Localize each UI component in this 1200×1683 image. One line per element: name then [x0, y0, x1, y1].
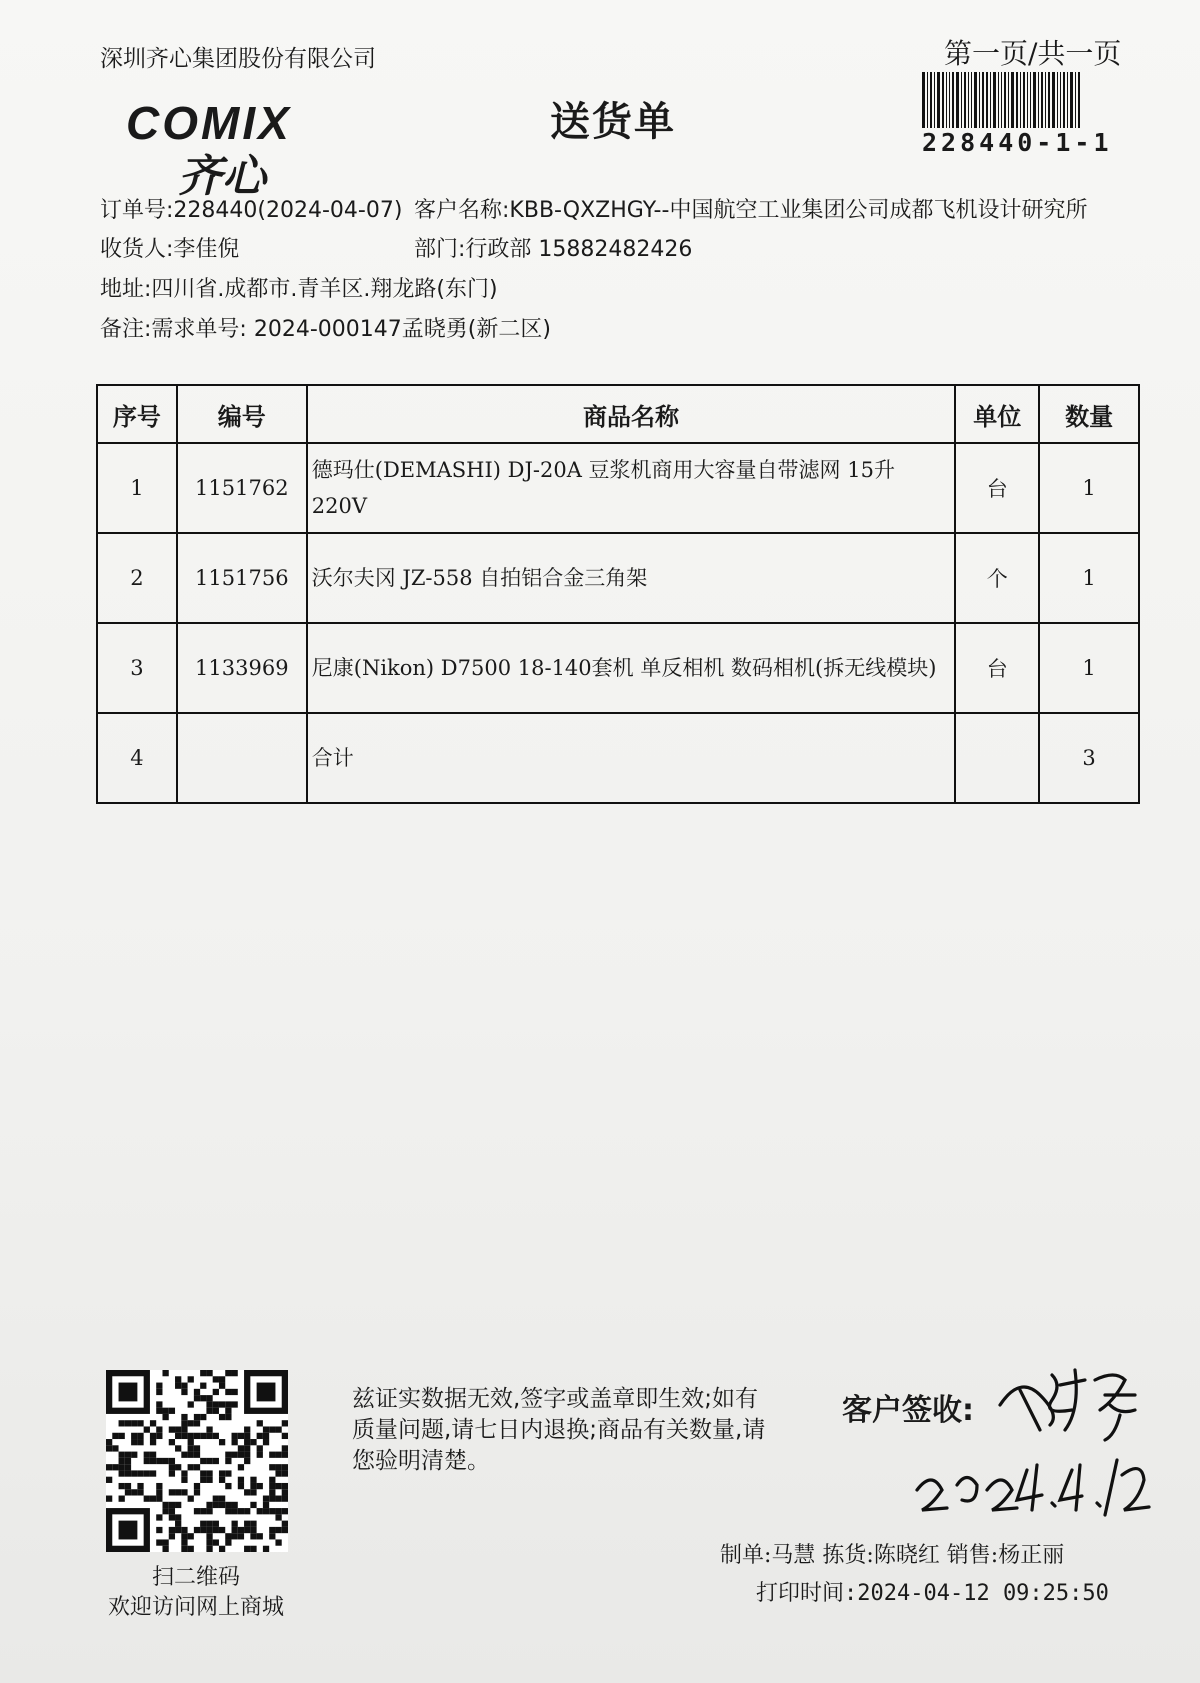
barcode-bar: [937, 72, 940, 128]
company-name: 深圳齐心集团股份有限公司: [100, 46, 376, 72]
note: [100, 312, 551, 343]
barcode-bar: [1078, 72, 1080, 128]
barcode-bar: [964, 72, 966, 128]
order-label: 订单号:: [100, 198, 174, 223]
qr-caption-shop: 欢迎访问网上商城: [107, 1595, 284, 1620]
cell-code: 1133969: [177, 623, 307, 713]
barcode-bar: [927, 72, 928, 128]
header-seq: 序号: [97, 385, 177, 443]
cell-name: 德玛仕(DEMASHI) DJ-20A 豆浆机商用大容量自带滤网 15升 220V: [307, 443, 956, 533]
cell-unit: [955, 713, 1039, 803]
barcode: [922, 72, 1136, 128]
comix-logo: [126, 96, 356, 202]
barcode-bar: [942, 72, 944, 128]
cell-code: [177, 713, 307, 803]
barcode-bar: [1057, 72, 1058, 128]
barcode-bar: [998, 72, 999, 128]
barcode-bar: [1075, 72, 1076, 128]
barcode-bar: [974, 72, 977, 128]
barcode-bar: [982, 72, 984, 128]
cell-qty: 1: [1039, 533, 1139, 623]
barcode-bar: [993, 72, 996, 128]
print-time: 打印时间:2024-04-12 09:25:50: [756, 1581, 1109, 1606]
department: [414, 232, 692, 263]
barcode-bar: [1045, 72, 1046, 128]
barcode-bar: [1023, 72, 1025, 128]
handwritten-signature: [990, 1355, 1150, 1445]
barcode-bar: [971, 72, 972, 128]
barcode-bar: [1001, 72, 1002, 128]
order-number: [100, 193, 402, 224]
notice-text: 兹证实数据无效,签字或盖章即生效;如有质量问题,请七日内退换;商品有关数量,请您验明清楚。: [352, 1386, 766, 1474]
cell-name: 尼康(Nikon) D7500 18-140套机 单反相机 数码相机(拆无线模块): [307, 623, 956, 713]
receiver-label: 收货人:: [100, 237, 174, 262]
document-title: 送货单: [550, 99, 676, 145]
barcode-bar: [1033, 72, 1036, 128]
dept-value: 行政部 15882482426: [465, 237, 693, 262]
barcode-bar: [990, 72, 991, 128]
cell-name: 合计: [307, 713, 956, 803]
barcode-bar: [1027, 72, 1028, 128]
barcode-bar: [934, 72, 935, 128]
barcode-bar: [1030, 72, 1031, 128]
logo-text-en: COMIX: [126, 97, 292, 149]
cell-seq: 4: [97, 713, 177, 803]
cell-name: 沃尔夫冈 JZ-558 自拍铝合金三角架: [307, 533, 956, 623]
address: [100, 272, 498, 303]
qr-code-graphic: [106, 1370, 288, 1552]
table-row: [97, 443, 1139, 533]
barcode-bar: [946, 72, 947, 128]
header-qty: 数量: [1039, 385, 1139, 443]
header-code: 编号: [177, 385, 307, 443]
address-value: 四川省.成都市.青羊区.翔龙路(东门): [151, 277, 498, 302]
barcode-bar: [1020, 72, 1021, 128]
barcode-bar: [1060, 72, 1061, 128]
barcode-bar: [952, 72, 954, 128]
barcode-bar: [986, 72, 988, 128]
barcode-bar: [979, 72, 980, 128]
cell-qty: 1: [1039, 443, 1139, 533]
cell-seq: 3: [97, 623, 177, 713]
items-table: [96, 384, 1140, 804]
barcode-bar: [1008, 72, 1009, 128]
barcode-bar: [1038, 72, 1039, 128]
barcode-bar: [1067, 72, 1068, 128]
barcode-number: 228440-1-1: [922, 128, 1113, 157]
table-header-row: [97, 385, 1139, 443]
qr-code[interactable]: [106, 1370, 288, 1552]
barcode-bar: [1063, 72, 1065, 128]
address-label: 地址:: [100, 277, 152, 302]
table-row-total: [97, 713, 1139, 803]
page-indicator: 第一页/共一页: [944, 37, 1122, 70]
note-value: 需求单号: 2024-000147孟晓勇(新二区): [151, 317, 551, 342]
note-label: 备注:: [100, 317, 152, 342]
table-row: [97, 533, 1139, 623]
cell-code: 1151762: [177, 443, 307, 533]
barcode-bar: [1052, 72, 1055, 128]
barcode-bar: [922, 72, 925, 128]
header-name: 商品名称: [307, 385, 956, 443]
barcode-bar: [1070, 72, 1073, 128]
cell-seq: 2: [97, 533, 177, 623]
receiver: [100, 232, 239, 263]
cell-seq: 1: [97, 443, 177, 533]
barcode-bar: [1004, 72, 1006, 128]
barcode-bar: [1048, 72, 1050, 128]
barcode-bar: [949, 72, 950, 128]
cell-qty: 1: [1039, 623, 1139, 713]
staff-info: 制单:马慧 拣货:陈晓红 销售:杨正丽: [720, 1543, 1065, 1568]
receiver-value: 李佳倪: [173, 237, 240, 262]
cell-qty: 3: [1039, 713, 1139, 803]
barcode-bar: [1016, 72, 1018, 128]
qr-caption-scan: 扫二维码: [151, 1565, 240, 1590]
customer-sign-label: 客户签收:: [842, 1393, 974, 1428]
barcode-bar: [968, 72, 969, 128]
customer-value: KBB-QXZHGY--中国航空工业集团公司成都飞机设计研究所: [509, 198, 1088, 223]
header-unit: 单位: [955, 385, 1039, 443]
handwritten-date: [912, 1445, 1152, 1525]
barcode-bar: [956, 72, 959, 128]
table-row: [97, 623, 1139, 713]
cell-unit: 个: [955, 533, 1039, 623]
barcode-bar: [1011, 72, 1014, 128]
cell-unit: 台: [955, 443, 1039, 533]
cell-unit: 台: [955, 623, 1039, 713]
dept-label: 部门:: [414, 237, 466, 262]
cell-code: 1151756: [177, 533, 307, 623]
order-value: 228440(2024-04-07): [173, 198, 403, 223]
customer-label: 客户名称:: [414, 198, 510, 223]
barcode-bar: [961, 72, 962, 128]
barcode-bar: [1041, 72, 1043, 128]
barcode-bar: [930, 72, 932, 128]
logo-text-cn: 齐心: [178, 151, 266, 202]
customer-name: [414, 193, 1087, 224]
